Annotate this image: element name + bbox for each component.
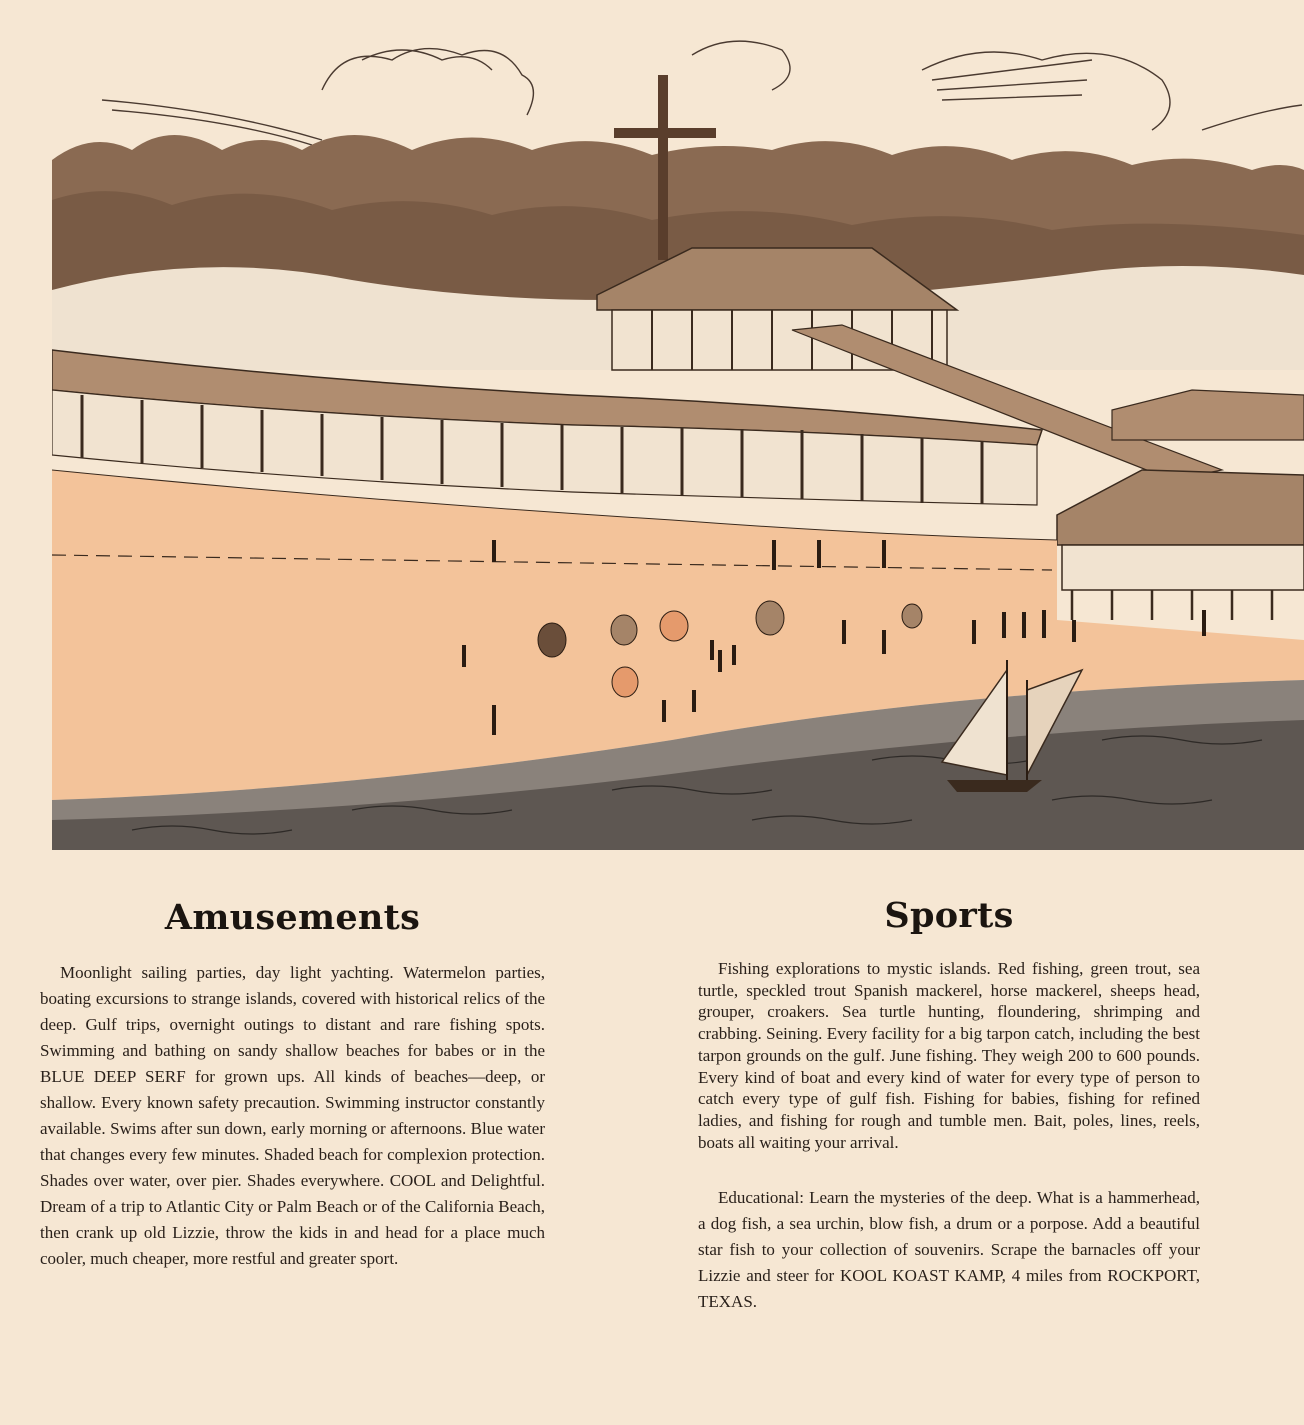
illustration-drawing	[52, 0, 1304, 850]
sports-heading: Sports	[884, 895, 1014, 936]
sports-column	[698, 880, 1200, 1315]
amusements-body: Moonlight sailing parties, day light yachting. Watermelon parties, boating excursions to strange islands, covered with historical relics of the deep. Gulf trips, overnight outings to distant and rare fishing spots. Swimming and bathing on sandy shallow beaches for babes or in the BLUE DEEP SERF for grown ups. All kinds of beaches—deep, or shallow. Every known safety precaution. Swimming instructor constantly available. Swims after sun down, early morning or afternoons. Blue water that changes every few minutes. Shaded beach for complexion protection. Shades over water, over pier. Shades everywhere. COOL and Delightful. Dream of a trip to Atlantic City or Palm Beach or of the California Beach, then crank up old Lizzie, throw the kids in and head for a place much cooler, much cheaper, more restful and greater sport.	[40, 963, 545, 1268]
educational-paragraph: Educational: Learn the mysteries of the deep. What is a hammerhead, a dog fish, a sea urchin, blow fish, a drum or a porpose. Add a beautiful star fish to your collection of souvenirs. Scrape the barnacles off your Lizzie and steer for KOOL KOAST KAMP, 4 miles from ROCKPORT, TEXAS.	[698, 1188, 1200, 1312]
amusements-heading: Amusements	[164, 897, 421, 938]
beach-camp-illustration	[52, 0, 1304, 850]
amusements-column	[40, 880, 545, 1272]
sports-body: Fishing explorations to mystic islands. Red fishing, green trout, sea turtle, speckled trout Spanish mackerel, horse mackerel, sheeps head, grouper, croakers. Sea turtle hunting, floundering, shrimping and crabbing. Seining. Every facility for a big tarpon catch, including the best tarpon grounds on the gulf. June fishing. They weigh 200 to 600 pounds. Every kind of boat and every kind of water for every type of person to catch every type of gulf fish. Fishing for babies, fishing for refined ladies, and fishing for rough and tumble men. Bait, poles, lines, reels, boats all waiting your arrival.	[698, 959, 1200, 1152]
